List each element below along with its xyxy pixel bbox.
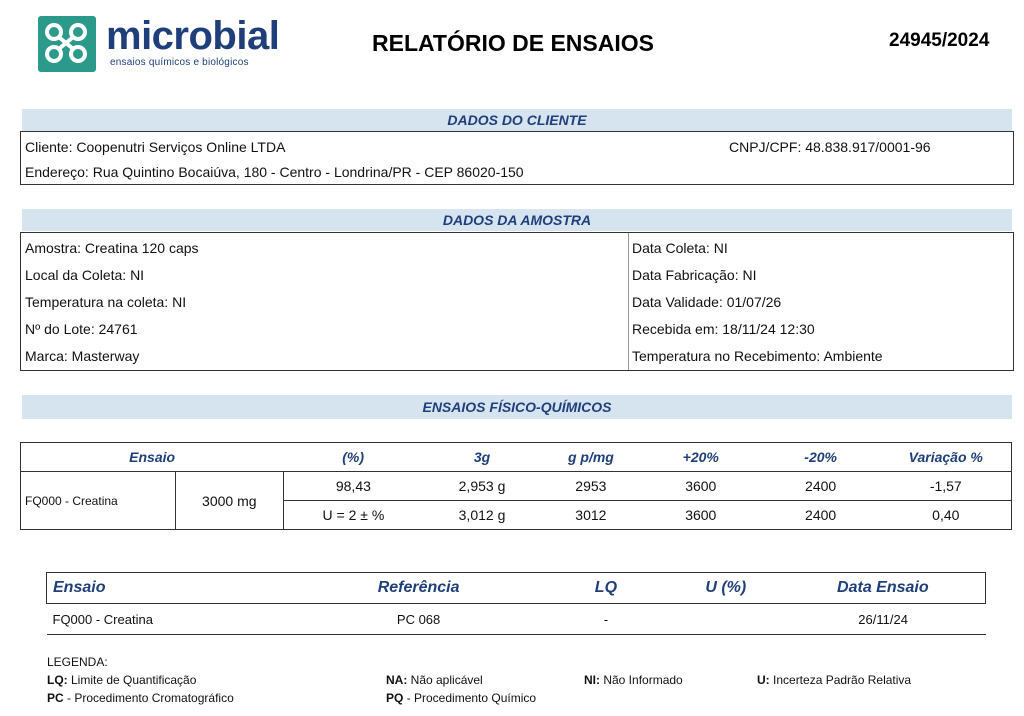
legend-lq-key: LQ: xyxy=(47,673,68,687)
table-row xyxy=(47,604,986,635)
summary-ref: PC 068 xyxy=(296,604,541,635)
summary-header-row xyxy=(47,573,986,604)
microbial-logo-mark xyxy=(38,16,96,72)
table-row xyxy=(21,472,1012,501)
summary-col-ensaio: Ensaio xyxy=(47,573,297,604)
sample-right-4: Temperatura no Recebimento: Ambiente xyxy=(632,348,883,364)
sample-left-1: Local da Coleta: NI xyxy=(25,267,145,283)
client-cnpj: CNPJ/CPF: 48.838.917/0001-96 xyxy=(729,139,931,155)
client-section-title: DADOS DO CLIENTE xyxy=(22,109,1012,131)
summary-col-lq: LQ xyxy=(541,573,671,604)
cell: 2400 xyxy=(761,472,881,501)
legend-pc xyxy=(47,689,234,707)
legend-pc-key: PC xyxy=(47,691,64,705)
cell: 3,012 g xyxy=(423,501,541,530)
col-minus20: -20% xyxy=(761,443,881,472)
legend-u-text: Incerteza Padrão Relativa xyxy=(769,673,912,687)
col-gpmg: g p/mg xyxy=(541,443,641,472)
summary-col-ref: Referência xyxy=(296,573,541,604)
cell: 2400 xyxy=(761,501,881,530)
cell: 0,40 xyxy=(881,501,1012,530)
sample-left-4: Marca: Masterway xyxy=(25,348,140,364)
legend-pq xyxy=(386,689,536,707)
test-name: FQ000 - Creatina xyxy=(21,472,176,530)
summary-col-u: U (%) xyxy=(671,573,781,604)
physchem-header-row xyxy=(21,443,1012,472)
brand-name: microbial xyxy=(106,14,280,58)
legend-ni-key: NI: xyxy=(584,673,600,687)
client-name: Cliente: Coopenutri Serviços Online LTDA xyxy=(25,139,286,155)
cell: 3600 xyxy=(641,501,761,530)
brand-tagline: ensaios químicos e biológicos xyxy=(110,57,249,68)
legend-na xyxy=(386,671,483,689)
cell: 2953 xyxy=(541,472,641,501)
cell: 3600 xyxy=(641,472,761,501)
sample-box xyxy=(20,232,1014,371)
cell: 2,953 g xyxy=(423,472,541,501)
client-address: Endereço: Rua Quintino Bocaiúva, 180 - Centro - Londrina/PR - CEP 86020-150 xyxy=(25,164,524,180)
cell: 3012 xyxy=(541,501,641,530)
summary-u xyxy=(671,604,781,635)
legend-ni xyxy=(584,671,683,689)
page-title: RELATÓRIO DE ENSAIOS xyxy=(372,30,654,56)
cell: 98,43 xyxy=(283,472,423,501)
legend-u xyxy=(757,671,911,689)
sample-left-3: Nº do Lote: 24761 xyxy=(25,321,138,337)
col-plus20: +20% xyxy=(641,443,761,472)
sample-right-1: Data Fabricação: NI xyxy=(632,267,757,283)
sample-right-3: Recebida em: 18/11/24 12:30 xyxy=(632,321,815,337)
sample-divider xyxy=(628,233,629,370)
summary-table xyxy=(46,572,986,635)
physchem-section-title: ENSAIOS FÍSICO-QUÍMICOS xyxy=(22,395,1012,419)
legend-pq-key: PQ xyxy=(386,691,404,705)
legend-ni-text: Não Informado xyxy=(600,673,683,687)
sample-right-2: Data Validade: 01/07/26 xyxy=(632,294,782,310)
legend-title: LEGENDA: xyxy=(47,655,108,669)
cell: -1,57 xyxy=(881,472,1012,501)
legend-lq xyxy=(47,671,196,689)
sample-right-0: Data Coleta: NI xyxy=(632,240,728,256)
sample-left-2: Temperatura na coleta: NI xyxy=(25,294,187,310)
legend-u-key: U: xyxy=(757,673,770,687)
physchem-table xyxy=(20,442,1012,530)
legend-na-key: NA: xyxy=(386,673,408,687)
sample-section-title: DADOS DA AMOSTRA xyxy=(22,209,1012,231)
col-3g: 3g xyxy=(423,443,541,472)
col-ensaio: Ensaio xyxy=(21,443,284,472)
client-box xyxy=(20,131,1014,185)
test-declared: 3000 mg xyxy=(175,472,283,530)
col-percent: (%) xyxy=(283,443,423,472)
legend-pc-text: - Procedimento Cromatográfico xyxy=(63,691,234,705)
summary-date: 26/11/24 xyxy=(781,604,986,635)
summary-ensaio: FQ000 - Creatina xyxy=(47,604,297,635)
legend-na-text: Não aplicável xyxy=(407,673,483,687)
sample-left-0: Amostra: Creatina 120 caps xyxy=(25,240,199,256)
report-number: 24945/2024 xyxy=(889,30,990,51)
col-variation: Variação % xyxy=(881,443,1012,472)
summary-lq: - xyxy=(541,604,671,635)
summary-col-date: Data Ensaio xyxy=(781,573,986,604)
legend-pq-text: - Procedimento Químico xyxy=(403,691,537,705)
legend-lq-text: Limite de Quantificação xyxy=(67,673,197,687)
cell: U = 2 ± % xyxy=(283,501,423,530)
